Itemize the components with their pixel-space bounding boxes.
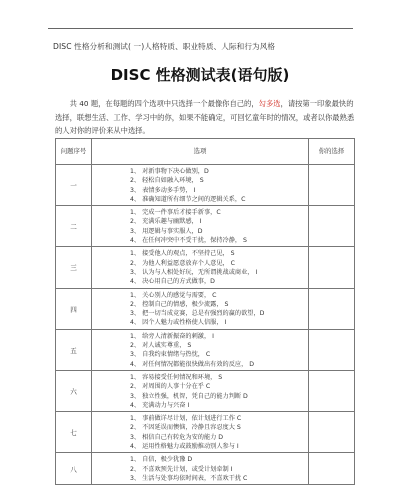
intro-paragraph bbox=[55, 97, 355, 138]
option-text: 3、 用逻辑与事实服人，D bbox=[130, 227, 203, 235]
question-number: 二 bbox=[56, 206, 92, 247]
option-text: 1、 给旁人清新振奋的刺激， I bbox=[130, 332, 214, 340]
option-text: 1、 接受他人的观点，不坚持己见， S bbox=[130, 250, 235, 258]
answer-cell[interactable] bbox=[309, 288, 355, 329]
table-row bbox=[56, 206, 355, 247]
option-text: 1、 关心别人的感觉与需要， C bbox=[130, 291, 217, 299]
option-text: 2、 对周围的人事十分在乎 C bbox=[130, 383, 211, 391]
option-text: 4、 运用性格魅力或鼓励推动别人参与 I bbox=[130, 443, 239, 451]
column-header-number: 问题序号 bbox=[56, 139, 92, 165]
question-options bbox=[92, 247, 309, 288]
table-row bbox=[56, 453, 355, 485]
option-text: 1、 完成一件事后才接手新事，C bbox=[130, 209, 221, 217]
option-text: 3、 认为与人相处好玩，无所谓挑战或商业， I bbox=[130, 268, 258, 276]
option-text: 2、 为他人利益愿意放弃个人意见， C bbox=[130, 259, 236, 267]
option-text: 1、 对新事物下决心做别，D bbox=[130, 168, 209, 175]
answer-cell[interactable] bbox=[309, 206, 355, 247]
table-row bbox=[56, 412, 355, 453]
question-number: 八 bbox=[56, 453, 92, 485]
option-text: 4、 充满动力与兴奋 I bbox=[130, 401, 190, 409]
intro-text-2: ，请按第一印象最快的选择，联想生活、工作、学习中的你，如果不能确定，可回忆童年时的情况，或者以你最熟悉的人对你的评价来从中选择。 bbox=[55, 99, 355, 136]
question-table-body bbox=[56, 165, 355, 485]
option-text: 2、 不喜欢预先计划，或受计划牵制 I bbox=[130, 465, 233, 473]
answer-cell[interactable] bbox=[309, 453, 355, 485]
option-text: 4、 决心用自己的方式做事，D bbox=[130, 278, 215, 286]
document-subtitle: DISC 性格分析和测试( 一)人格特质、职业特质、人际和行为风格 bbox=[53, 42, 276, 51]
intro-text-1: 共 40 题，在每题的四个选项中只选择一个最像你自己的， bbox=[69, 99, 259, 108]
option-text: 3、 表情多动多手势， I bbox=[130, 186, 196, 194]
column-header-options: 选项 bbox=[92, 139, 309, 165]
table-header-row bbox=[56, 139, 355, 165]
question-options bbox=[92, 329, 309, 370]
question-number: 四 bbox=[56, 288, 92, 329]
option-text: 4、 因个人魅力或性格使人信服， I bbox=[130, 319, 227, 327]
table-row bbox=[56, 247, 355, 288]
question-number: 一 bbox=[56, 165, 92, 206]
question-number: 六 bbox=[56, 370, 92, 411]
option-text: 2、 不因延误而懊恼，冷静且容忍度大 S bbox=[130, 424, 241, 432]
table-row bbox=[56, 288, 355, 329]
option-text: 2、 轻松自如融入环境， S bbox=[130, 177, 204, 185]
option-text: 2、 控制自己的情感，极少流露， S bbox=[130, 300, 229, 308]
option-text: 3、 自我约束情绪与热忱， C bbox=[130, 351, 211, 359]
header-rule bbox=[48, 28, 353, 29]
answer-cell[interactable] bbox=[309, 370, 355, 411]
answer-cell[interactable] bbox=[309, 247, 355, 288]
question-options bbox=[92, 165, 309, 206]
answer-cell[interactable] bbox=[309, 165, 355, 206]
option-text: 4、 在任何冲突中不受干扰，保持冷静， S bbox=[130, 237, 247, 245]
column-header-choice: 你的选择 bbox=[309, 139, 355, 165]
table-row bbox=[56, 370, 355, 411]
table-row bbox=[56, 329, 355, 370]
option-text: 1、 自信，极少犹豫 D bbox=[130, 456, 193, 464]
option-text: 3、 把一切当成竞赛，总是有强烈的赢的欲望，D bbox=[130, 310, 265, 318]
question-table bbox=[55, 138, 355, 485]
document-title: DISC 性格测试表(语句版) bbox=[110, 66, 290, 84]
question-number: 五 bbox=[56, 329, 92, 370]
option-text: 1、 容易接受任何情况和环境， S bbox=[130, 373, 223, 381]
option-text: 2、 充满乐趣与幽默感， I bbox=[130, 218, 202, 226]
option-text: 4、 对任何情况都能很快做出有效的反应， D bbox=[130, 360, 255, 368]
option-text: 1、 事前做详尽计划，依计划进行工作 C bbox=[130, 415, 242, 423]
intro-highlight: 勾多选 bbox=[258, 99, 281, 108]
option-text: 2、 对人诚实尊重， S bbox=[130, 342, 192, 350]
option-text: 4、 准确知道所有细节之间的逻辑关系，C bbox=[130, 195, 246, 203]
answer-cell[interactable] bbox=[309, 329, 355, 370]
option-text: 3、 独立性强，机智，凭自己的能力判断 D bbox=[130, 392, 248, 400]
option-text: 3、 生活与处事均依时间表，不喜欢干扰 C bbox=[130, 474, 248, 482]
question-options bbox=[92, 412, 309, 453]
question-number: 三 bbox=[56, 247, 92, 288]
answer-cell[interactable] bbox=[309, 412, 355, 453]
question-options bbox=[92, 453, 309, 485]
question-options bbox=[92, 206, 309, 247]
question-number: 七 bbox=[56, 412, 92, 453]
question-options bbox=[92, 288, 309, 329]
table-row bbox=[56, 165, 355, 206]
option-text: 3、 相信自己有转危为安的能力 D bbox=[130, 433, 224, 441]
question-options bbox=[92, 370, 309, 411]
